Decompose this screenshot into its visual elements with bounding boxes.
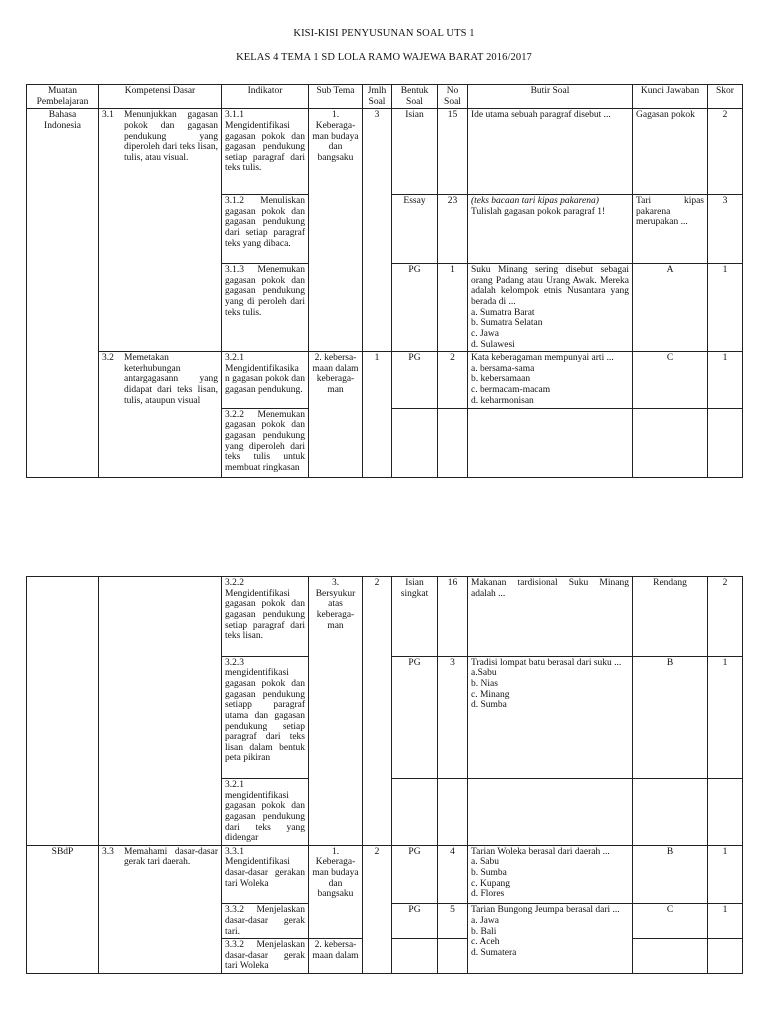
no-cell: 1 [438, 264, 468, 352]
option-a: a. Sabu [471, 857, 499, 868]
option-b: b. Nias [471, 679, 498, 689]
kd-text: Memetakan keterhubungan antargagasann yang didapat dari teks lisan, tulis, ataupun visual [124, 353, 218, 406]
option-a: a.Sabu [471, 668, 497, 679]
no-cell: 16 [438, 577, 468, 657]
butir-text: Tradisi lompat batu berasal dari suku ... [471, 657, 622, 668]
option-b: b. Sumatra Selatan [471, 318, 543, 329]
kunci-cell: Tari kipas pakarena merupakan ... [633, 195, 708, 264]
option-c: c. Aceh [471, 937, 500, 948]
option-d: d. keharmonisan [471, 395, 534, 406]
kunci-cell: A [633, 264, 708, 352]
indikator-cell: 3.2.1 Mengidentifikasika n gagasan pokok dan gagasan pendukung. [222, 352, 309, 409]
option-c: c. Jawa [471, 328, 499, 339]
indikator-cell: 3.2.1 mengidentifikasi gagasan pokok dan gagasan pendukung dari teks yang didengar [222, 779, 309, 846]
butir-cell [468, 408, 633, 478]
kd-cell [99, 109, 222, 352]
subtema-cell: 2. kebersa-maan dalam [309, 939, 363, 974]
indikator-cell: 3.1.3 Menemukan gagasan pokok dan gagasan pendukung yang di peroleh dari teks tulis. [222, 264, 309, 352]
butir-cell [468, 264, 633, 352]
no-cell [438, 408, 468, 478]
indikator-cell: 3.2.2 Mengidentifikasi gagasan pokok dan gagasan pendukung setiap paragraf dari teks lisan. [222, 577, 309, 657]
table-row [27, 352, 743, 409]
bentuk-cell [392, 779, 438, 846]
butir-text: Tarian Bungong Jeumpa berasal dari ... [471, 905, 620, 916]
kd-number: 3.3 [102, 846, 114, 857]
bentuk-cell [392, 939, 438, 974]
kunci-cell [633, 408, 708, 478]
no-cell [438, 779, 468, 846]
kunci-cell: B [633, 845, 708, 904]
col-header-butir: Butir Soal [468, 85, 633, 109]
butir-cell [468, 352, 633, 409]
subtema-cell: 1. Keberaga-man budaya dan bangsaku [309, 109, 363, 352]
subtema-cell: 3. Bersyukur atas keberaga-man [309, 577, 363, 846]
no-cell: 15 [438, 109, 468, 195]
butir-cell: Makanan tardisional Suku Minang adalah ... [468, 577, 633, 657]
kunci-cell: Gagasan pokok [633, 109, 708, 195]
option-c: c. bermacam-macam [471, 385, 551, 395]
col-header-no: No Soal [438, 85, 468, 109]
bentuk-cell: Isian singkat [392, 577, 438, 657]
jumlah-cell: 1 [363, 352, 392, 478]
option-c: c. Minang [471, 689, 510, 700]
option-d: d. Sulawesi [471, 339, 515, 350]
skor-cell: 1 [708, 904, 743, 939]
muatan-cell: Bahasa Indonesia [27, 109, 99, 478]
skor-cell [708, 408, 743, 478]
kisi-table-page-2 [26, 576, 743, 974]
table-header-row [27, 85, 743, 109]
butir-cell [468, 845, 633, 904]
skor-cell: 1 [708, 845, 743, 904]
indikator-cell: 3.3.2 Menjelaskan dasar-dasar gerak tari. [222, 904, 309, 939]
butir-cell: Ide utama sebuah paragraf disebut ... [468, 109, 633, 195]
option-d: d. Sumba [471, 700, 507, 711]
indikator-cell: 3.1.2 Menuliskan gagasan pokok dan gagasan pendukung dari setiap paragraf teks yang dibaca. [222, 195, 309, 264]
no-cell: 3 [438, 656, 468, 778]
option-b: b. Bali [471, 926, 497, 937]
subtema-cell: 2. kebersa-maan dalam keberaga-man [309, 352, 363, 478]
table-row [27, 845, 743, 904]
kunci-cell: Rendang [633, 577, 708, 657]
bentuk-cell: PG [392, 352, 438, 409]
no-cell: 5 [438, 904, 468, 939]
bentuk-cell: Essay [392, 195, 438, 264]
document-subtitle: KELAS 4 TEMA 1 SD LOLA RAMO WAJEWA BARAT 2016/2017 [236, 52, 532, 63]
kd-cell [99, 577, 222, 846]
kd-text: Menunjukkan gagasan pokok dan gagasan pendukung yang diperoleh dari teks lisan, tulis, atau visual. [124, 110, 218, 163]
kunci-cell: C [633, 904, 708, 939]
bentuk-cell: PG [392, 845, 438, 904]
option-a: a. bersama-sama [471, 363, 535, 374]
table-row [27, 577, 743, 657]
butir-note: (teks bacaan tari kipas pakarena) [471, 196, 599, 206]
butir-cell [468, 195, 633, 264]
col-header-bentuk: Bentuk Soal [392, 85, 438, 109]
indikator-cell: 3.2.3 mengidentifikasi gagasan pokok dan gagasan pendukung setiapp paragraf utama dan gagasan pendukung setiap paragraf dari teks lisan dalam bentuk peta pikiran [222, 656, 309, 778]
col-header-kd: Kompetensi Dasar [99, 85, 222, 109]
indikator-cell: 3.3.2 Menjelaskan dasar-dasar gerak tari Woleka [222, 939, 309, 974]
skor-cell: 1 [708, 656, 743, 778]
bentuk-cell: PG [392, 656, 438, 778]
option-a: a. Jawa [471, 915, 499, 926]
no-cell [438, 939, 468, 974]
col-header-kunci: Kunci Jawaban [633, 85, 708, 109]
kd-text: Memahami dasar-dasar gerak tari daerah. [124, 846, 218, 868]
skor-cell [708, 939, 743, 974]
option-d: d. Flores [471, 889, 505, 900]
kd-cell [99, 352, 222, 478]
option-b: b. kebersamaan [471, 374, 531, 385]
butir-cell [468, 904, 633, 974]
skor-cell [708, 779, 743, 846]
kunci-cell [633, 779, 708, 846]
jumlah-cell: 2 [363, 577, 392, 846]
skor-cell: 3 [708, 195, 743, 264]
butir-cell [468, 779, 633, 846]
kd-cell [99, 845, 222, 973]
col-header-jumlah: Jmlh Soal [363, 85, 392, 109]
indikator-cell: 3.1.1 Mengidentifikasi gagasan pokok dan gagasan pendukung setiap paragraf dari teks tulis. [222, 109, 309, 195]
butir-cell [468, 656, 633, 778]
butir-text: Suku Minang sering disebut sebagai orang Padang atau Urang Awak. Mereka adalah kelompok etnis Nusantara yang berada di ... [471, 265, 629, 307]
indikator-cell: 3.3.1 Mengidentifikasi dasar-dasar gerakan tari Woleka [222, 845, 309, 904]
indikator-cell: 3.2.2 Menemukan gagasan pokok dan gagasan pendukung yang diperoleh dari teks tulis untuk membuat ringkasan [222, 408, 309, 478]
skor-cell: 2 [708, 109, 743, 195]
table-row [27, 109, 743, 195]
no-cell: 2 [438, 352, 468, 409]
butir-text: Tulislah gagasan pokok paragraf 1! [471, 206, 606, 217]
skor-cell: 1 [708, 264, 743, 352]
subtema-cell: 1. Keberaga-man budaya dan bangsaku [309, 845, 363, 938]
skor-cell: 2 [708, 577, 743, 657]
kisi-table-page-1 [26, 84, 743, 478]
bentuk-cell: PG [392, 904, 438, 939]
option-a: a. Sumatra Barat [471, 307, 535, 318]
skor-cell: 1 [708, 352, 743, 409]
col-header-indikator: Indikator [222, 85, 309, 109]
jumlah-cell: 2 [363, 845, 392, 973]
option-c: c. Kupang [471, 878, 511, 889]
option-b: b. Sumba [471, 868, 507, 878]
muatan-cell [27, 577, 99, 846]
kunci-cell: C [633, 352, 708, 409]
muatan-cell: SBdP [27, 845, 99, 973]
col-header-muatan: Muatan Pembelajaran [27, 85, 99, 109]
col-header-subtema: Sub Tema [309, 85, 363, 109]
no-cell: 23 [438, 195, 468, 264]
kd-number: 3.2 [102, 353, 114, 364]
col-header-skor: Skor [708, 85, 743, 109]
bentuk-cell: Isian [392, 109, 438, 195]
butir-text: Kata keberagaman mempunyai arti ... [471, 353, 614, 364]
butir-text: Tarian Woleka berasal dari daerah ... [471, 846, 610, 857]
bentuk-cell: PG [392, 264, 438, 352]
document-title: KISI-KISI PENYUSUNAN SOAL UTS 1 [293, 28, 475, 39]
kunci-cell [633, 939, 708, 974]
option-d: d. Sumatera [471, 947, 517, 958]
no-cell: 4 [438, 845, 468, 904]
bentuk-cell [392, 408, 438, 478]
jumlah-cell: 3 [363, 109, 392, 352]
kunci-cell: B [633, 656, 708, 778]
kd-number: 3.1 [102, 110, 114, 121]
